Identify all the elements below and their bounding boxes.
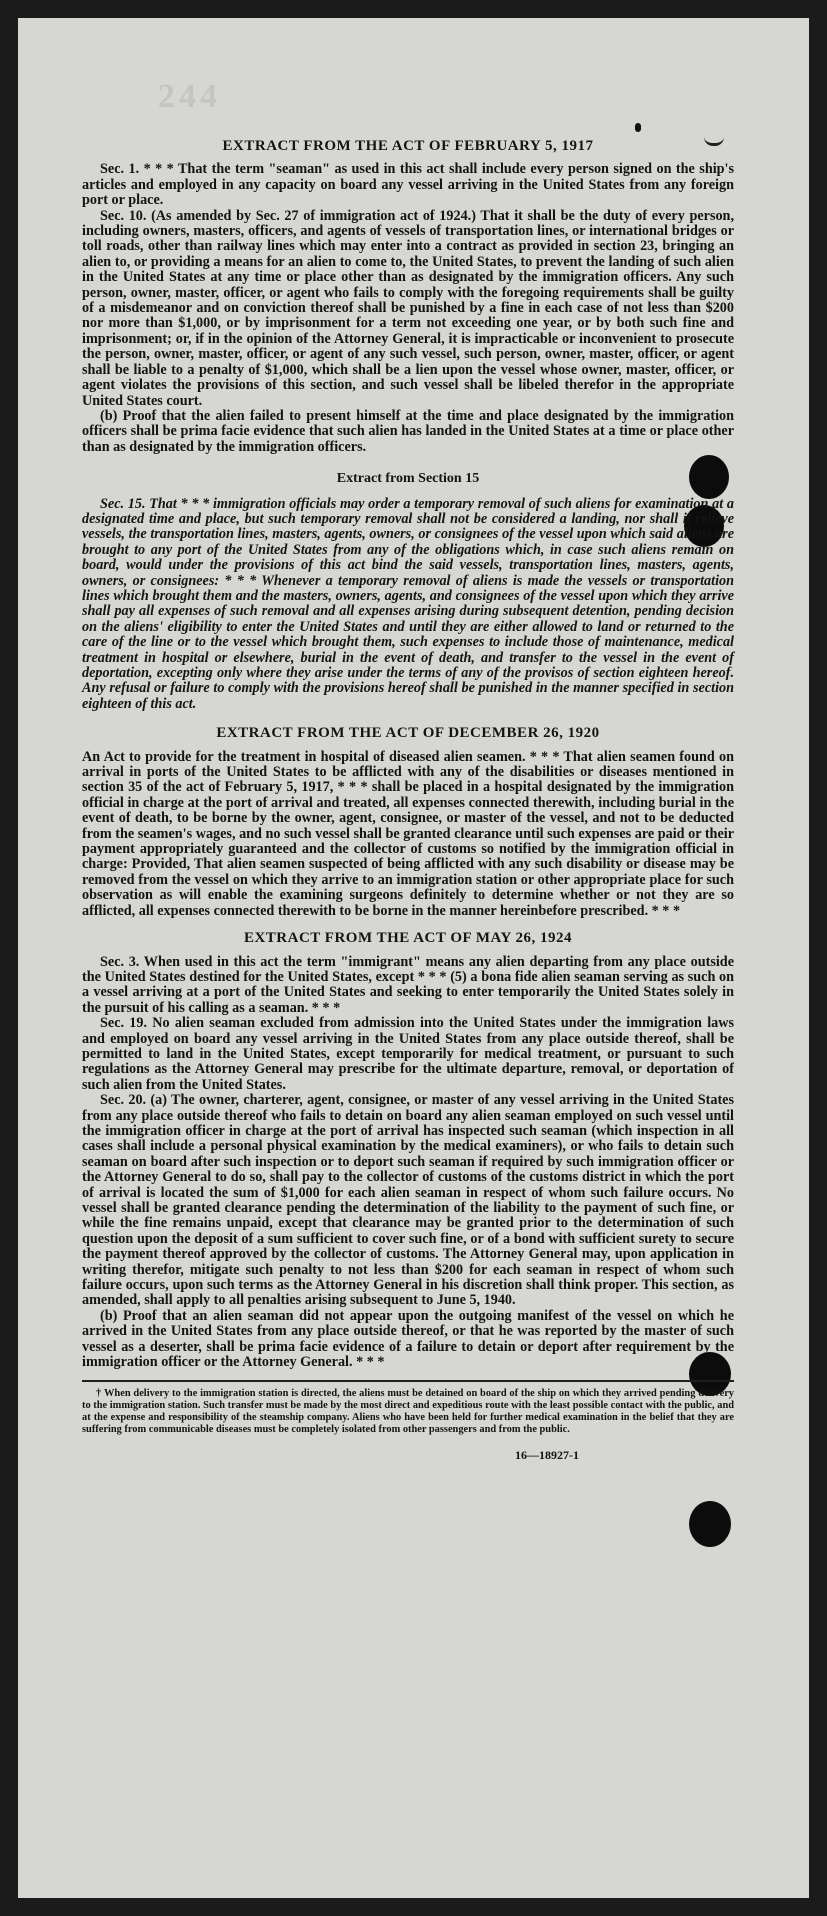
footnote-text: † When delivery to the immigration station is directed, the aliens must be detained on board of the ship on which they arrived pending delivery to the immigration station. Such transfer must be made by the most direct and expeditious route with the least possible contact with the public, and at the expense and responsibility of the steamship company. Aliens who have been held for further medical examination in the belief that they are suffering from communicable diseases must be completely isolated from other passengers and from the public. [82,1388,734,1435]
heading-section-15: Extract from Section 15 [336,471,480,487]
paragraph-sec-10-b: (b) Proof that the alien failed to present himself at the time and place designated by the immigration officers shall be prima facie evidence that such alien has landed in the United States at a time or place other than as designated by the immigration officers. [82,407,734,455]
footnote-divider [82,1380,734,1382]
ink-dot-mark [635,123,641,132]
faded-stamp-number: 244 [158,78,221,115]
form-number: 16—18927-1 [515,1447,579,1462]
paragraph-sec-20-a: Sec. 20. (a) The owner, charterer, agent, consignee, or master of any vessel arriving in the United States from any place outside thereof who fails to detain on board any alien seaman employed on such vessel until the immigration officer in charge at the port of arrival has inspected such seaman (which inspection in all cases shall include a personal physical examination by the medical examiners), or who fails to detain such seaman on board after such inspection or to deport such seaman if required by such immigration officer or the Attorney General to do so, shall pay to the collector of customs of the customs district in which the port of arrival is located the sum of $1,000 for each alien seaman in respect of whom such failure occurs. No vessel shall be granted clearance pending the determination of the liability to the payment of such fine, or while the fine remains unpaid, except that clearance may be granted prior to the determination of such question upon the deposit of a sum sufficient to cover such fine, or of a bond with sufficient surety to secure the payment thereof approved by the collector of customs. The Attorney General may, upon application in writing therefor, mitigate such penalty to not less than $200 for each seaman in respect of whom such failure occurs, upon such terms as the Attorney General in his discretion shall think proper. This section, as amended, shall apply to all penalties arising subsequent to June 5, 1940. [82,1092,734,1309]
document-page [18,18,809,1898]
heading-act-1920: EXTRACT FROM THE ACT OF DECEMBER 26, 1920 [216,725,600,742]
document-body [82,133,734,1463]
punch-hole-bottom [689,1501,731,1547]
paragraph-sec-19: Sec. 19. No alien seaman excluded from admission into the United States under the immigration laws and employed on board any vessel arriving in the United States from any place outside thereof, shall be permitted to land in the United States, except temporarily for medical treatment, or pursuant to such regulations as the Attorney General may prescribe for the ultimate departure, removal, or deportation of such alien from the United States. [82,1015,734,1093]
paragraph-sec-15: Sec. 15. That * * * immigration officials may order a temporary removal of such aliens for examination at a designated time and place, but such temporary removal shall not be considered a landing, nor shall it relieve vessels, the transportation lines, masters, agents, owners, or consignees of the vessel upon which said aliens are brought to any port of the United States from any of the obligations which, in case such aliens remain on board, would under the provisions of this act bind the said vessels, transportation lines, masters, agents, owners, or consignees: * * * Whenever a temporary removal of aliens is made the vessels or transportation lines which brought them and the masters, owners, agents, and consignees of the vessel upon which they arrive shall pay all expenses of such removal and all expenses arising during subsequent detention, pending decision on the aliens' eligibility to enter the United States and until they are either allowed to land or returned to the care of the line or to the vessel which brought them, such expenses to include those of maintenance, medical treatment in hospital or elsewhere, burial in the event of death, and transfer to the vessel in the event of deportation, excepting only where they arise under the terms of any of the provisos of section eighteen hereof. Any refusal or failure to comply with the provisions hereof shall be punished in the manner specified in section eighteen of this act. [82,495,734,712]
heading-act-1924: EXTRACT FROM THE ACT OF MAY 26, 1924 [243,930,573,947]
paragraph-act-1920: An Act to provide for the treatment in hospital of diseased alien seamen. * * * That alien seamen found on arrival in ports of the United States to be afflicted with any of the disabilities or diseases mentioned in section 35 of the act of February 5, 1917, * * * shall be placed in a hospital designated by the immigration official in charge at the port of arrival and treated, all expenses connected therewith, including burial in the event of death, to be borne by the owner, agent, consignee, or master of the vessel, and not to be deducted from the seamen's wages, and no such vessel shall be granted clearance until such expenses are paid or their payment appropriately guaranteed and the collector of customs so notified by the immigration official in charge: Provided, That alien seamen suspected of being afflicted with any such disability or disease may be removed from the vessel on which they arrive to an immigration station or other appropriate place for such observation as will enable the examining surgeons definitely to determine whether or not they are so afflicted, all expenses connected therewith to be borne in the manner hereinbefore prescribed. * * * [82,748,734,919]
paragraph-sec-3: Sec. 3. When used in this act the term "immigrant" means any alien departing from any place outside the United States destined for the United States, except * * * (5) a bona fide alien seaman serving as such on a vessel arriving at a port of the United States and seeking to enter temporarily the United States solely in the pursuit of his calling as a seaman. * * * [82,953,734,1016]
paragraph-sec-20-b: (b) Proof that an alien seaman did not appear upon the outgoing manifest of the vessel on which he arrived in the United States from any place outside thereof, or that he was reported by the master of such vessel as a deserter, shall be prima facie evidence of a failure to detain or deport after requirement by the immigration officer or the Attorney General. * * * [82,1307,734,1371]
heading-act-1917: EXTRACT FROM THE ACT OF FEBRUARY 5, 1917 [222,138,594,154]
paragraph-sec-10: Sec. 10. (As amended by Sec. 27 of immigration act of 1924.) That it shall be the duty of every person, including owners, masters, officers, and agents of vessels of transportation lines, or international bridges or toll roads, other than railway lines which may enter into a contract as provided in section 23, bringing an alien to, or providing a means for an alien to come to, the United States, to prevent the landing of such alien in the United States at any time or place other than as designated by the immigration officers. Any such person, owner, master, officer, or agent who fails to comply with the foregoing requirements shall be guilty of a misdemeanor and on conviction thereof shall be punished by a fine in each case of not less than $200 nor more than $1,000, or by imprisonment for a term not exceeding one year, or by both such fine and imprisonment; or, if in the opinion of the Attorney General, it is impracticable or inconvenient to prosecute the person, owner, master, officer, or agent of any such vessel, such person, owner, master, officer, or agent shall be liable to a penalty of $1,000, which shall be a lien upon the vessel whose owner, master, officer, or agent violates the provisions of this section, and such vessel shall be libeled therefor in the appropriate United States court. [82,207,734,409]
paragraph-sec-1: Sec. 1. * * * That the term "seaman" as used in this act shall include every person signed on the ship's articles and employed in any capacity on board any vessel arriving in the United States from any foreign port or place. [82,161,734,209]
